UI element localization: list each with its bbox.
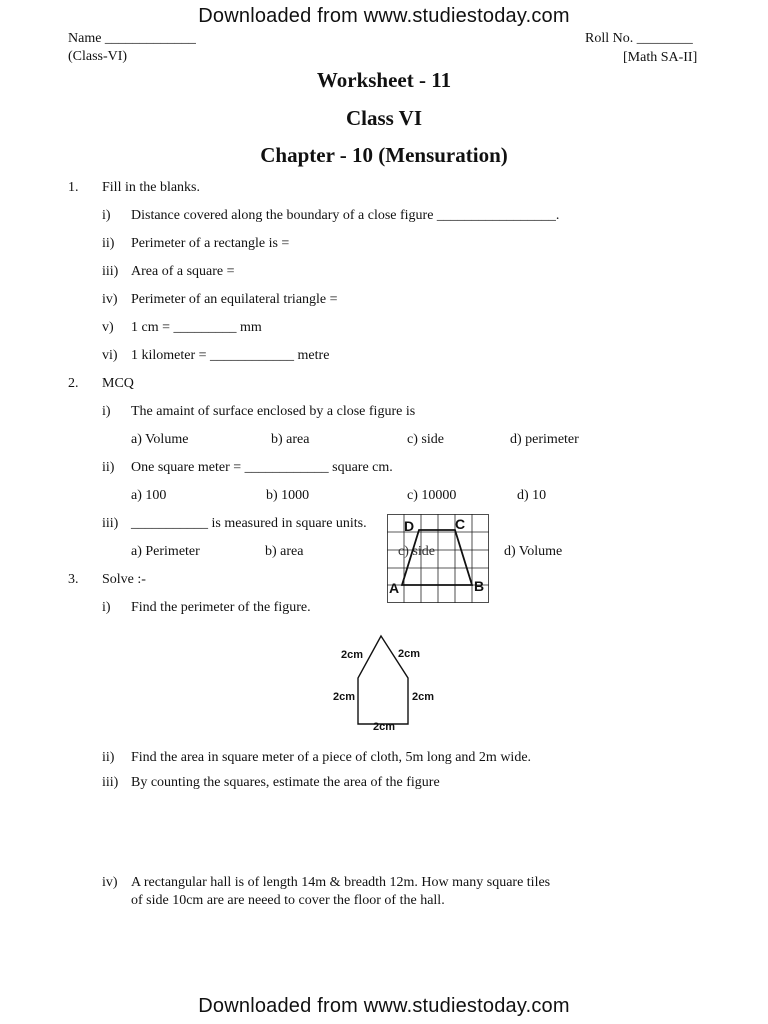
item-number: ii) <box>102 750 115 765</box>
question-heading: MCQ <box>102 376 134 391</box>
item-number: iv) <box>102 292 118 307</box>
item-number: iii) <box>102 516 119 531</box>
item-text: A rectangular hall is of length 14m & breadth 12m. How many square tiles <box>131 875 551 890</box>
option-c: c) 10000 <box>407 488 457 503</box>
worksheet-title: Worksheet - 11 <box>316 68 452 92</box>
item-number: iv) <box>102 875 118 890</box>
item-text: 1 kilometer = ____________ metre <box>131 348 330 363</box>
side-label-right: 2cm <box>412 691 435 703</box>
item-text: 1 cm = _________ mm <box>131 320 262 335</box>
option-d: d) 10 <box>517 488 547 503</box>
class-label: (Class-VI) <box>68 49 128 64</box>
option-b: b) area <box>271 432 310 447</box>
option-c: c) side <box>398 544 435 559</box>
option-a: a) Perimeter <box>131 544 200 559</box>
download-banner-top: Downloaded from www.studiestoday.com <box>198 5 570 27</box>
roll-number-label: Roll No. ________ <box>585 31 693 46</box>
item-text: By counting the squares, estimate the area of the figure <box>131 775 440 790</box>
name-field-label: Name _____________ <box>68 31 196 46</box>
vertex-label-a: A <box>389 580 400 596</box>
option-a: a) 100 <box>131 488 167 503</box>
vertex-label-b: B <box>474 578 485 594</box>
vertex-label-d: D <box>404 518 415 534</box>
side-label-bottom: 2cm <box>373 721 396 733</box>
question-number: 3. <box>68 572 79 587</box>
option-a: a) Volume <box>131 432 189 447</box>
item-number: iii) <box>102 775 119 790</box>
item-text: The amaint of surface enclosed by a close figure is <box>131 404 416 419</box>
item-number: ii) <box>102 460 115 475</box>
subject-label: [Math SA-II] <box>623 50 698 65</box>
question-heading: Fill in the blanks. <box>102 180 200 195</box>
item-number: i) <box>102 208 111 223</box>
item-number: v) <box>102 320 114 335</box>
option-b: b) 1000 <box>266 488 310 503</box>
vertex-label-c: C <box>455 516 466 532</box>
item-number: iii) <box>102 264 119 279</box>
side-label-left: 2cm <box>333 691 356 703</box>
item-text: Distance covered along the boundary of a close figure _________________. <box>131 208 560 223</box>
side-label-top-left: 2cm <box>341 649 364 661</box>
option-c: c) side <box>407 432 444 447</box>
item-number: i) <box>102 600 111 615</box>
question-heading: Solve :- <box>102 572 146 587</box>
question-number: 1. <box>68 180 79 195</box>
item-text: Perimeter of a rectangle is = <box>131 236 290 251</box>
item-text: One square meter = ____________ square cm. <box>131 460 393 475</box>
option-d: d) Volume <box>504 544 563 559</box>
class-title: Class VI <box>345 106 423 130</box>
item-text: Find the area in square meter of a piece of cloth, 5m long and 2m wide. <box>131 750 532 765</box>
trapezium-shape <box>402 530 472 585</box>
item-text: Area of a square = <box>131 264 235 279</box>
item-number: i) <box>102 404 111 419</box>
item-text: Find the perimeter of the figure. <box>131 600 311 615</box>
item-number: vi) <box>102 348 118 363</box>
option-b: b) area <box>265 544 304 559</box>
item-text-continued: of side 10cm are are neeed to cover the floor of the hall. <box>131 893 445 908</box>
side-label-top-right: 2cm <box>398 648 421 660</box>
question-number: 2. <box>68 376 79 391</box>
option-d: d) perimeter <box>510 432 579 447</box>
download-banner-bottom: Downloaded from www.studiestoday.com <box>198 995 570 1017</box>
item-number: ii) <box>102 236 115 251</box>
chapter-title: Chapter - 10 (Mensuration) <box>260 143 508 167</box>
item-text: ___________ is measured in square units. <box>131 516 367 531</box>
item-text: Perimeter of an equilateral triangle = <box>131 292 338 307</box>
